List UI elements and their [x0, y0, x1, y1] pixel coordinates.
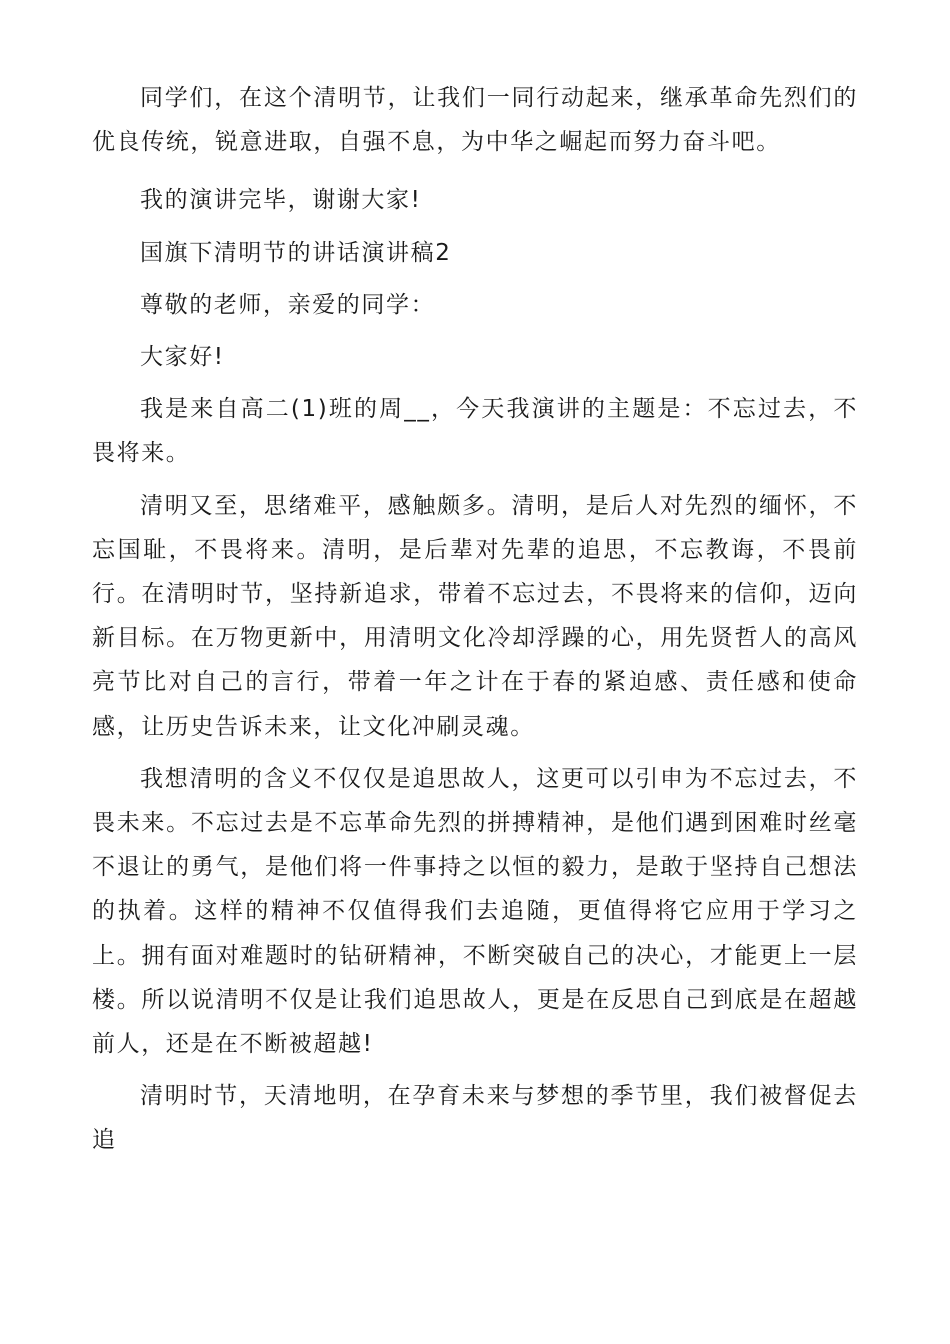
speech-title: 国旗下清明节的讲话演讲稿2 [140, 239, 452, 266]
paragraph-not-forget-past: 我想清明的含义不仅仅是追思故人，这更可以引申为不忘过去，不畏未来。不忘过去是不忘革命先烈的拼搏精神，是他们遇到困难时丝毫不退让的勇气，是他们将一件事持之以恒的毅力，是敢于坚持自己想法的执着。这样的精神不仅值得我们去追随，更值得将它应用于学习之上。拥有面对难题时的钻研精神，不断突破自己的决心，才能更上一层楼。所以说清明不仅是让我们追思故人，更是在反思自己到底是在超越前人，还是在不断被超越! [92, 765, 858, 1058]
paragraph-season: 清明时节，天清地明，在孕育未来与梦想的季节里，我们被督促去追 [92, 1083, 858, 1154]
document-body [92, 76, 858, 1163]
greeting: 大家好! [140, 344, 225, 371]
paragraph-call-to-action: 同学们，在这个清明节，让我们一同行动起来，继承革命先烈们的优良传统，锐意进取，自强不息，为中华之崛起而努力奋斗吧。 [92, 85, 858, 156]
paragraph-introduction: 我是来自高二(1)班的周__，今天我演讲的主题是：不忘过去，不畏将来。 [92, 396, 858, 467]
salutation: 尊敬的老师，亲爱的同学： [140, 291, 436, 318]
paragraph-qingming-meaning: 清明又至，思绪难平，感触颇多。清明，是后人对先烈的缅怀，不忘国耻，不畏将来。清明，是后辈对先辈的追思，不忘教诲，不畏前行。在清明时节，坚持新追求，带着不忘过去，不畏将来的信仰，迈向新目标。在万物更新中，用清明文化冷却浮躁的心，用先贤哲人的高风亮节比对自己的言行，带着一年之计在于春的紧迫感、责任感和使命感，让历史告诉未来，让文化冲刷灵魂。 [92, 492, 858, 740]
paragraph-closing: 我的演讲完毕，谢谢大家! [140, 187, 422, 214]
